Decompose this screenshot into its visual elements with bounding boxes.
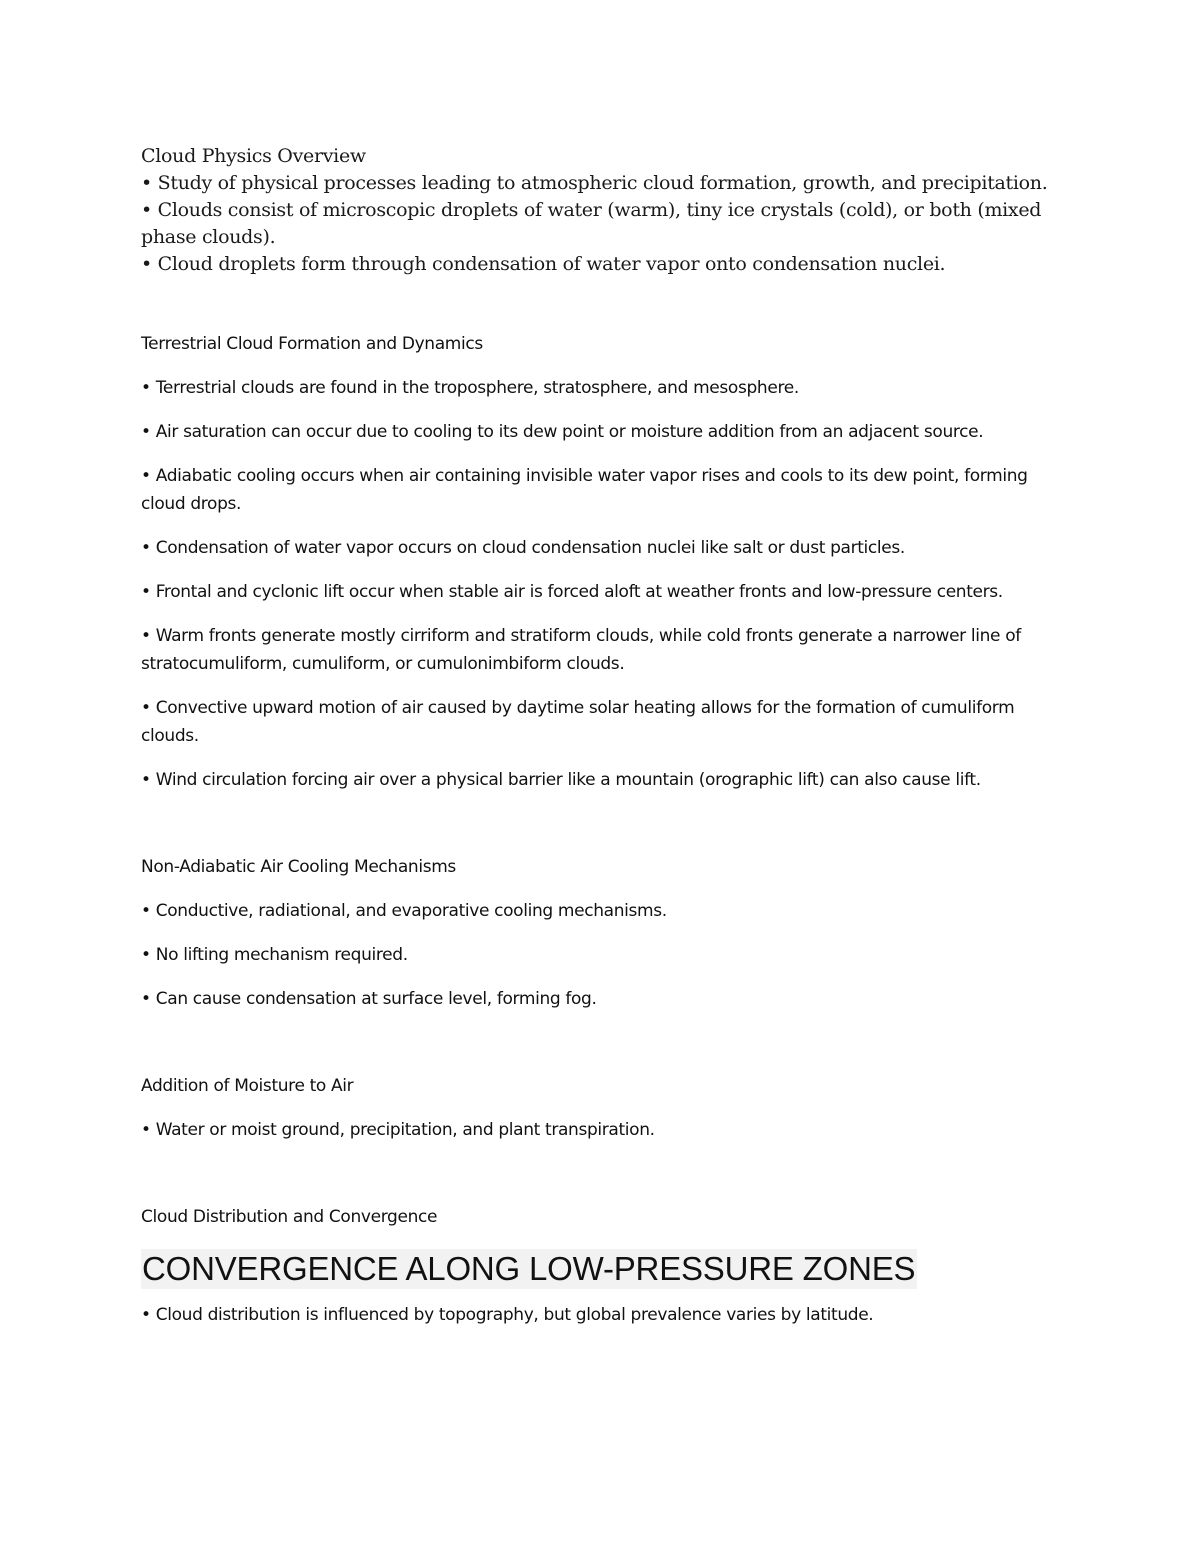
non-adiabatic-bullet: • Can cause condensation at surface level, forming fog. <box>141 989 597 1009</box>
distribution-heading: Cloud Distribution and Convergence <box>141 1207 438 1227</box>
terrestrial-bullet: • Terrestrial clouds are found in the troposphere, stratosphere, and mesosphere. <box>141 378 799 398</box>
convergence-big-heading: CONVERGENCE ALONG LOW-PRESSURE ZONES <box>142 1250 916 1287</box>
terrestrial-heading: Terrestrial Cloud Formation and Dynamics <box>141 334 483 354</box>
terrestrial-bullet: • Adiabatic cooling occurs when air containing invisible water vapor rises and cools to its dew point, forming cloud drops. <box>141 466 1028 514</box>
non-adiabatic-bullet: • Conductive, radiational, and evaporative cooling mechanisms. <box>141 901 667 921</box>
terrestrial-bullet: • Wind circulation forcing air over a physical barrier like a mountain (orographic lift) can also cause lift. <box>141 770 981 790</box>
overview-line: • Cloud droplets form through condensation of water vapor onto condensation nuclei. <box>141 253 946 275</box>
distribution-bullet: • Cloud distribution is influenced by topography, but global prevalence varies by latitude. <box>141 1305 874 1325</box>
document-content <box>141 143 1061 1329</box>
terrestrial-bullet: • Frontal and cyclonic lift occur when stable air is forced aloft at weather fronts and low-pressure centers. <box>141 582 1003 602</box>
overview-title: Cloud Physics Overview <box>141 145 366 167</box>
non-adiabatic-heading: Non-Adiabatic Air Cooling Mechanisms <box>141 857 456 877</box>
terrestrial-bullet: • Warm fronts generate mostly cirriform and stratiform clouds, while cold fronts generate a narrower line of stratocumuliform, cumuliform, or cumulonimbiform clouds. <box>141 626 1021 674</box>
overview-line: • Study of physical processes leading to atmospheric cloud formation, growth, and precipitation. <box>141 172 1048 194</box>
non-adiabatic-bullet: • No lifting mechanism required. <box>141 945 408 965</box>
moisture-heading: Addition of Moisture to Air <box>141 1076 354 1096</box>
overview-line: • Clouds consist of microscopic droplets of water (warm), tiny ice crystals (cold), or both (mixed phase clouds). <box>141 199 1042 248</box>
overview-section <box>141 143 1061 278</box>
moisture-bullet: • Water or moist ground, precipitation, and plant transpiration. <box>141 1120 655 1140</box>
terrestrial-bullet: • Condensation of water vapor occurs on cloud condensation nuclei like salt or dust particles. <box>141 538 905 558</box>
terrestrial-bullet: • Convective upward motion of air caused by daytime solar heating allows for the formation of cumuliform clouds. <box>141 698 1015 746</box>
terrestrial-bullet: • Air saturation can occur due to cooling to its dew point or moisture addition from an adjacent source. <box>141 422 984 442</box>
